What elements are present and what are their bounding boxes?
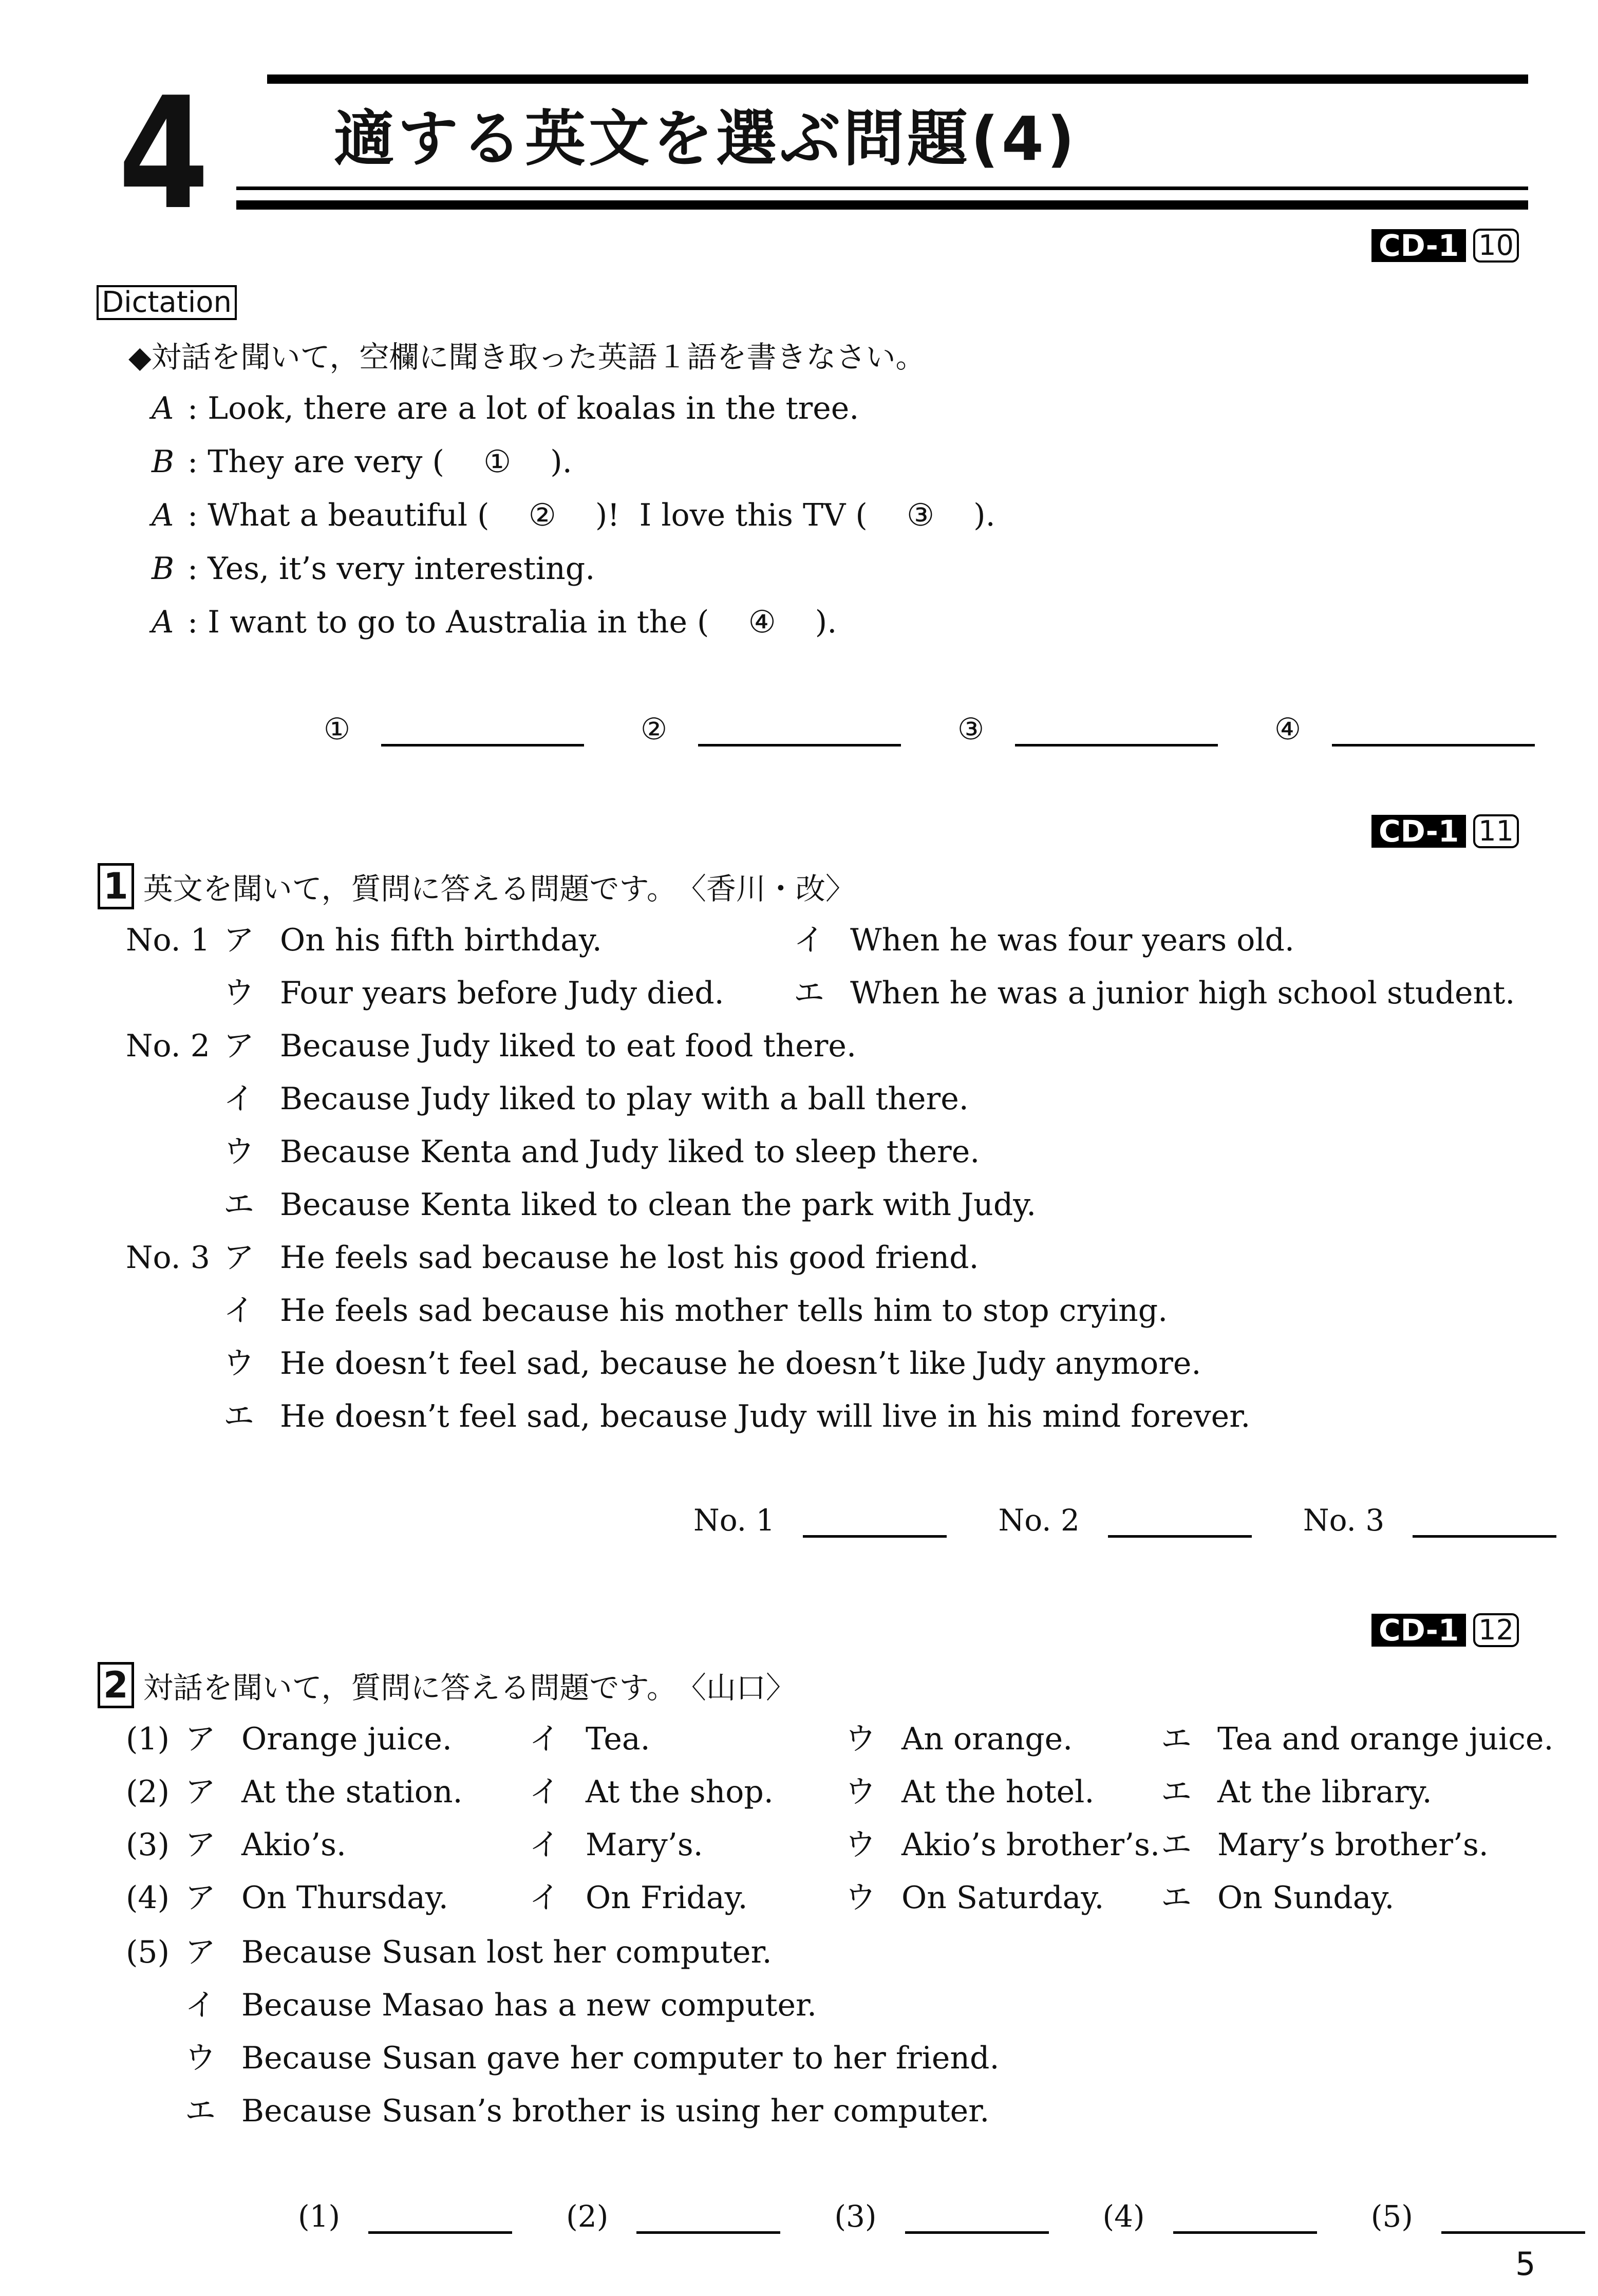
option-marker: エ [1161, 1774, 1192, 1810]
option-text: Mary’s. [586, 1827, 703, 1863]
cd-label: CD-1 [1371, 229, 1466, 262]
answer-label: ③ [957, 712, 984, 746]
option-text: Mary’s brother’s. [1217, 1827, 1489, 1863]
option-text: Because Susan gave her computer to her friend. [241, 2040, 1000, 2076]
answer-blank-1[interactable] [368, 2211, 512, 2234]
dialogue-text: Look, there are a lot of koalas in the tree. [208, 390, 859, 426]
option-text: Orange juice. [241, 1721, 452, 1757]
question-row [126, 1025, 856, 1067]
question-row [126, 920, 1294, 961]
option-row [223, 1078, 969, 1119]
option-cell [1161, 1877, 1394, 1918]
option-cell [845, 1771, 1094, 1813]
option-row [185, 1985, 817, 2026]
option-marker: エ [794, 975, 824, 1011]
answer-label: No. 1 [693, 1503, 775, 1538]
option-text: Because Kenta liked to clean the park with Judy. [280, 1187, 1037, 1223]
option-text: He doesn’t feel sad, because he doesn’t like Judy anymore. [280, 1346, 1201, 1382]
option-text: He doesn’t feel sad, because Judy will live in his mind forever. [280, 1398, 1251, 1434]
question-number: (5) [126, 1934, 170, 1970]
option-cell [1161, 1824, 1489, 1865]
option-text: Because Judy liked to play with a ball there. [280, 1081, 969, 1117]
question-number: (1) [126, 1721, 170, 1757]
dialogue-line: A : Look, there are a lot of koalas in the tree. [152, 388, 995, 441]
speaker: B [152, 551, 175, 587]
question-number: (3) [126, 1827, 170, 1863]
section-instruction: 英文を聞いて，質問に答える問題です。 〈香川・改〉 [143, 871, 855, 906]
option-marker: ウ [845, 1880, 876, 1916]
dialogue [152, 388, 995, 655]
answer-blank-2[interactable] [698, 723, 901, 746]
page-number: 5 [1515, 2245, 1536, 2283]
option-row [223, 1290, 1168, 1331]
cd-track-badge [1371, 814, 1519, 848]
option-marker: ウ [223, 1346, 254, 1382]
answer-label: ② [641, 712, 667, 746]
answer-label: (1) [298, 2199, 341, 2234]
section-number: 2 [98, 1662, 134, 1708]
section-2-answer-row [298, 2199, 1585, 2234]
answer-label: No. 3 [1303, 1503, 1385, 1538]
option-marker: イ [529, 1721, 560, 1757]
answer-blank-2[interactable] [636, 2211, 780, 2234]
option-text: He feels sad because his mother tells him to stop crying. [280, 1293, 1168, 1329]
dialogue-text: Yes, it’s very interesting. [208, 551, 595, 587]
option-text: On Sunday. [1217, 1880, 1395, 1916]
option-marker: ウ [845, 1827, 876, 1863]
question-row [126, 1932, 772, 1973]
option-marker: ウ [845, 1774, 876, 1810]
option-marker: ア [185, 1880, 216, 1916]
chapter-number: 4 [118, 64, 210, 244]
answer-blank-no2[interactable] [1108, 1515, 1252, 1538]
dialogue-line: A : I want to go to Australia in the ( ④ ). [152, 602, 995, 655]
dialogue-text: I want to go to Australia in the ( ④ ). [208, 604, 837, 640]
option-text: At the library. [1217, 1774, 1432, 1810]
question-row [223, 973, 1515, 1014]
answer-label: (2) [566, 2199, 609, 2234]
cd-track-badge [1371, 1613, 1519, 1647]
option-row [223, 1184, 1036, 1225]
cd-track-badge [1371, 229, 1519, 263]
answer-blank-no3[interactable] [1413, 1515, 1556, 1538]
option-cell [529, 1719, 650, 1760]
header-rule-top [267, 74, 1528, 84]
option-marker: ウ [845, 1721, 876, 1757]
option-cell [185, 1719, 452, 1760]
option-marker: イ [185, 1987, 216, 2023]
section-1-header [98, 863, 855, 909]
answer-blank-3[interactable] [1015, 723, 1218, 746]
option-cell [845, 1824, 1160, 1865]
option-row [223, 1131, 980, 1172]
option-marker: エ [185, 2093, 216, 2129]
option-marker: ウ [223, 1134, 254, 1170]
option-text: Four years before Judy died. [280, 975, 724, 1011]
option-row [223, 1343, 1201, 1384]
option-cell [529, 1877, 748, 1918]
answer-blank-3[interactable] [905, 2211, 1049, 2234]
option-text: Akio’s. [241, 1827, 346, 1863]
question-row [126, 1237, 979, 1278]
option-cell [529, 1824, 703, 1865]
option-row [185, 2090, 989, 2132]
option-cell [845, 1877, 1104, 1918]
dictation-instruction: ◆対話を聞いて，空欄に聞き取った英語１語を書きなさい。 [128, 340, 926, 375]
page-title: 適する英文を選ぶ問題(4) [334, 103, 1078, 174]
dialogue-text: What a beautiful ( ② )! I love this TV ( ③ ). [208, 497, 995, 533]
option-marker: ア [185, 1934, 216, 1970]
question-number: (4) [126, 1880, 170, 1916]
option-cell [185, 1877, 448, 1918]
answer-blank-no1[interactable] [803, 1515, 947, 1538]
header-rule-thin [236, 186, 1528, 190]
question-number: No. 2 [126, 1028, 210, 1064]
option-marker: ア [185, 1774, 216, 1810]
section-2-header [98, 1662, 796, 1708]
section-number: 1 [98, 863, 134, 909]
answer-blank-1[interactable] [381, 723, 584, 746]
option-marker: ウ [223, 975, 254, 1011]
cd-label: CD-1 [1371, 1614, 1466, 1647]
dictation-label: Dictation [97, 285, 237, 320]
option-text: On Friday. [586, 1880, 748, 1916]
option-text: Tea and orange juice. [1217, 1721, 1554, 1757]
option-cell [1161, 1771, 1432, 1813]
option-text: When he was a junior high school student. [850, 975, 1515, 1011]
question-number: No. 1 [126, 922, 210, 958]
question-number: No. 3 [126, 1240, 210, 1276]
option-text: He feels sad because he lost his good friend. [280, 1240, 979, 1276]
option-marker: エ [223, 1398, 254, 1434]
answer-label: ④ [1274, 712, 1301, 746]
option-text: At the station. [241, 1774, 463, 1810]
option-text: On Thursday. [241, 1880, 448, 1916]
option-marker: イ [223, 1081, 254, 1117]
speaker: A [152, 390, 174, 426]
dialogue-line: B : Yes, it’s very interesting. [152, 548, 995, 602]
option-text: Because Susan’s brother is using her computer. [241, 2093, 990, 2129]
option-row [185, 2038, 1000, 2079]
header-rule-thick [236, 200, 1528, 210]
option-marker: ウ [185, 2040, 216, 2076]
option-marker: イ [529, 1827, 560, 1863]
option-text: On Saturday. [901, 1880, 1104, 1916]
option-cell [529, 1771, 774, 1813]
answer-blank-4[interactable] [1173, 2211, 1317, 2234]
option-marker: エ [1161, 1721, 1192, 1757]
speaker: B [152, 444, 175, 480]
option-marker: ア [223, 1240, 254, 1276]
option-marker: エ [223, 1187, 254, 1223]
speaker: A [152, 604, 174, 640]
dialogue-text: They are very ( ① ). [208, 444, 572, 480]
option-marker: イ [794, 922, 824, 958]
answer-label: (5) [1370, 2199, 1413, 2234]
dialogue-line: A : What a beautiful ( ② )! I love this TV ( ③ ). [152, 495, 995, 548]
cd-label: CD-1 [1371, 815, 1466, 848]
answer-label: No. 2 [998, 1503, 1080, 1538]
option-cell [185, 1824, 346, 1865]
option-cell [845, 1719, 1073, 1760]
answer-label: (4) [1102, 2199, 1145, 2234]
option-marker: ア [185, 1827, 216, 1863]
option-marker: イ [529, 1774, 560, 1810]
option-marker: ア [223, 1028, 254, 1064]
option-cell [1161, 1719, 1553, 1760]
option-text: Tea. [586, 1721, 650, 1757]
question-number: (2) [126, 1774, 170, 1810]
speaker: A [152, 497, 174, 533]
option-marker: イ [223, 1293, 254, 1329]
answer-blank-4[interactable] [1332, 723, 1535, 746]
option-marker: イ [529, 1880, 560, 1916]
answer-label: ① [324, 712, 350, 746]
cd-track-number: 11 [1473, 814, 1519, 848]
cd-track-number: 10 [1473, 229, 1519, 263]
option-marker: エ [1161, 1827, 1192, 1863]
section-1-answer-row [693, 1503, 1556, 1538]
option-text: Because Kenta and Judy liked to sleep there. [280, 1134, 980, 1170]
option-text: An orange. [901, 1721, 1073, 1757]
option-text: Because Susan lost her computer. [241, 1934, 772, 1970]
dictation-answer-row [324, 712, 1535, 746]
cd-track-number: 12 [1473, 1613, 1519, 1647]
answer-blank-5[interactable] [1441, 2211, 1585, 2234]
option-text: Because Masao has a new computer. [241, 1987, 817, 2023]
option-text: At the shop. [586, 1774, 774, 1810]
option-marker: エ [1161, 1880, 1192, 1916]
option-text: At the hotel. [901, 1774, 1095, 1810]
option-row [223, 1396, 1250, 1437]
option-text: Akio’s brother’s. [901, 1827, 1160, 1863]
section-instruction: 対話を聞いて，質問に答える問題です。 〈山口〉 [143, 1670, 796, 1705]
option-text: On his fifth birthday. [280, 922, 602, 958]
option-text: When he was four years old. [850, 922, 1294, 958]
option-cell [185, 1771, 463, 1813]
option-marker: ア [185, 1721, 216, 1757]
option-marker: ア [223, 922, 254, 958]
dialogue-line: B : They are very ( ① ). [152, 441, 995, 495]
option-text: Because Judy liked to eat food there. [280, 1028, 857, 1064]
answer-label: (3) [834, 2199, 877, 2234]
